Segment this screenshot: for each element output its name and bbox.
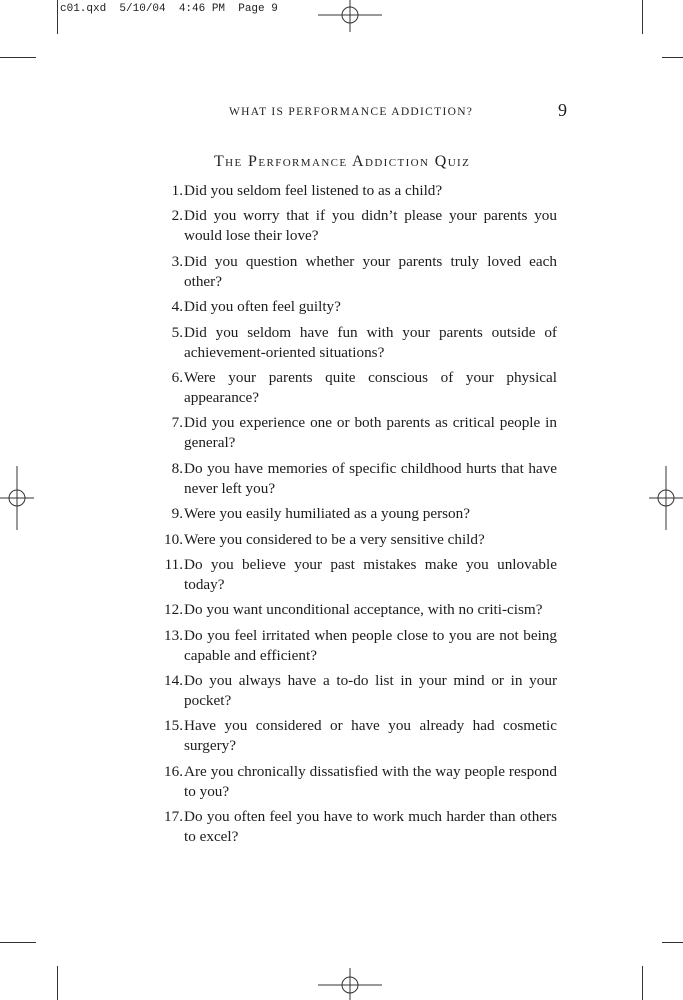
registration-mark-right-icon	[649, 466, 683, 530]
question-number: 1.	[171, 182, 183, 199]
question-number: 12.	[164, 601, 183, 619]
quiz-question	[157, 323, 557, 363]
quiz-question	[157, 600, 557, 620]
question-text: Were you easily humiliated as a young person?	[184, 505, 470, 523]
quiz-title: The Performance Addiction Quiz	[214, 153, 471, 170]
quiz-question	[157, 626, 557, 666]
question-text: Do you believe your past mistakes make you unlovable today?	[184, 555, 557, 593]
registration-mark-bottom-icon	[318, 968, 382, 1000]
question-text: Do you often feel you have to work much harder than others to excel?	[184, 808, 557, 846]
question-text: Were your parents quite conscious of your physical appearance?	[184, 368, 557, 406]
quiz-question	[157, 252, 557, 292]
question-text: Did you seldom have fun with your parents outside of achievement-oriented situations?	[184, 323, 557, 361]
question-text: Did you seldom feel listened to as a child?	[184, 182, 443, 199]
crop-mark-top-right-horizontal	[662, 57, 683, 58]
crop-mark-bottom-right-vertical	[642, 966, 643, 1000]
page-number: 9	[558, 100, 567, 120]
question-number: 15.	[164, 717, 183, 735]
question-text: Do you always have a to-do list in your mind or in your pocket?	[184, 672, 557, 710]
question-number: 16.	[164, 762, 183, 780]
question-number: 10.	[164, 530, 183, 548]
quiz-question	[157, 762, 557, 802]
crop-mark-top-left-vertical	[57, 0, 58, 34]
question-number: 14.	[164, 672, 183, 690]
question-text: Did you worry that if you didn’t please your parents you would lose their love?	[184, 207, 557, 245]
question-text: Are you chronically dissatisfied with the way people respond to you?	[184, 762, 557, 800]
question-text: Did you often feel guilty?	[184, 298, 341, 316]
question-number: 2.	[171, 207, 183, 225]
crop-mark-bottom-right-horizontal	[662, 942, 683, 943]
question-number: 17.	[164, 808, 183, 826]
question-number: 8.	[171, 459, 183, 477]
question-number: 7.	[171, 414, 183, 432]
registration-mark-left-icon	[0, 466, 34, 530]
registration-mark-top-icon	[318, 0, 382, 32]
running-head: WHAT IS PERFORMANCE ADDICTION?	[229, 106, 474, 118]
question-number: 6.	[171, 368, 183, 386]
quiz-question	[157, 206, 557, 246]
question-text: Were you considered to be a very sensitive child?	[184, 530, 485, 548]
quiz-question	[157, 530, 557, 550]
crop-mark-bottom-left-horizontal	[0, 942, 36, 943]
question-number: 4.	[171, 298, 183, 316]
question-number: 13.	[164, 626, 183, 644]
quiz-question	[157, 716, 557, 756]
crop-mark-top-right-vertical	[642, 0, 643, 34]
print-slug: c01.qxd 5/10/04 4:46 PM Page 9	[60, 3, 278, 15]
quiz-question-list	[157, 181, 557, 853]
quiz-question	[157, 181, 557, 201]
question-text: Have you considered or have you already had cosmetic surgery?	[184, 717, 557, 755]
question-text: Did you question whether your parents truly loved each other?	[184, 252, 557, 290]
question-number: 9.	[171, 505, 183, 523]
quiz-question	[157, 555, 557, 595]
question-text: Do you feel irritated when people close to you are not being capable and efficient?	[184, 626, 557, 664]
question-text: Do you have memories of specific childhood hurts that have never left you?	[184, 459, 557, 497]
quiz-question	[157, 807, 557, 847]
quiz-question	[157, 368, 557, 408]
question-number: 3.	[171, 252, 183, 270]
quiz-question	[157, 671, 557, 711]
question-number: 5.	[171, 323, 183, 341]
question-text: Did you experience one or both parents as critical people in general?	[184, 414, 557, 452]
quiz-question	[157, 459, 557, 499]
question-number: 11.	[164, 555, 183, 573]
question-text: Do you want unconditional acceptance, with no criti-cism?	[184, 601, 543, 619]
quiz-question	[157, 504, 557, 524]
crop-mark-top-left-horizontal	[0, 57, 36, 58]
crop-mark-bottom-left-vertical	[57, 966, 58, 1000]
quiz-question	[157, 297, 557, 317]
quiz-question	[157, 413, 557, 453]
